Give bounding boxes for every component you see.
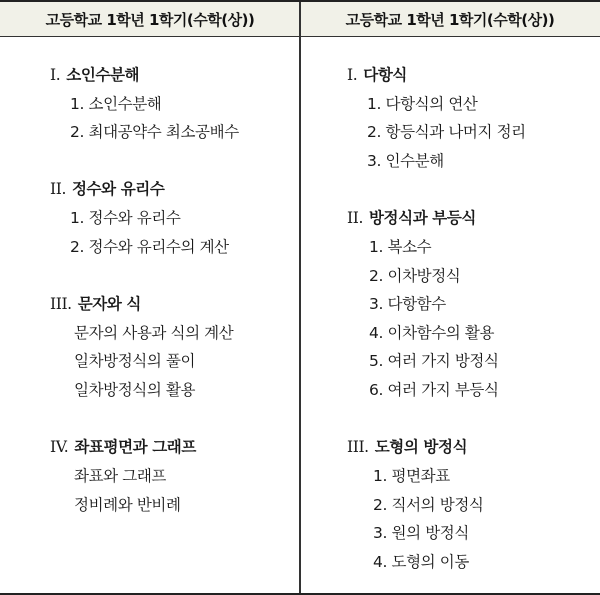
list-item: 1. 평면좌표 xyxy=(373,467,450,485)
section-heading: II. 정수와 유리수 xyxy=(50,180,165,198)
section-heading: I. 다항식 xyxy=(347,66,407,84)
list-item: 2. 항등식과 나머지 정리 xyxy=(367,123,526,141)
list-item: 2. 직서의 방정식 xyxy=(373,496,484,514)
list-item: 1. 다항식의 연산 xyxy=(367,95,478,113)
list-item: 1. 복소수 xyxy=(369,238,432,256)
list-item: 2. 이차방정식 xyxy=(369,267,461,285)
list-item: 5. 여러 가지 방정식 xyxy=(369,352,499,370)
header-left: 고등학교 1학년 1학기(수학(상)) xyxy=(45,10,255,29)
list-item: 3. 인수분해 xyxy=(367,152,444,170)
header-right: 고등학교 1학년 1학기(수학(상)) xyxy=(345,10,555,29)
list-item: 1. 정수와 유리수 xyxy=(70,209,181,227)
list-item: 1. 소인수분해 xyxy=(70,95,162,113)
column-divider xyxy=(299,2,301,593)
list-item: 일차방정식의 활용 xyxy=(74,381,196,399)
section-heading: I. 소인수분해 xyxy=(50,66,140,84)
list-item: 정비례와 반비례 xyxy=(74,496,181,514)
list-item: 좌표와 그래프 xyxy=(74,467,166,485)
list-item: 4. 도형의 이동 xyxy=(373,553,469,571)
list-item: 6. 여러 가지 부등식 xyxy=(369,381,499,399)
list-item: 일차방정식의 풀이 xyxy=(74,352,196,370)
section-heading: IV. 좌표평면과 그래프 xyxy=(50,438,196,456)
list-item: 2. 최대공약수 최소공배수 xyxy=(70,123,239,141)
list-item: 3. 원의 방정식 xyxy=(373,524,469,542)
list-item: 3. 다항함수 xyxy=(369,295,446,313)
list-item: 문자의 사용과 식의 계산 xyxy=(74,324,234,342)
section-heading: III. 문자와 식 xyxy=(50,295,141,313)
list-item: 4. 이차함수의 활용 xyxy=(369,324,495,342)
list-item: 2. 정수와 유리수의 계산 xyxy=(70,238,229,256)
section-heading: III. 도형의 방정식 xyxy=(347,438,468,456)
section-heading: II. 방정식과 부등식 xyxy=(347,209,476,227)
